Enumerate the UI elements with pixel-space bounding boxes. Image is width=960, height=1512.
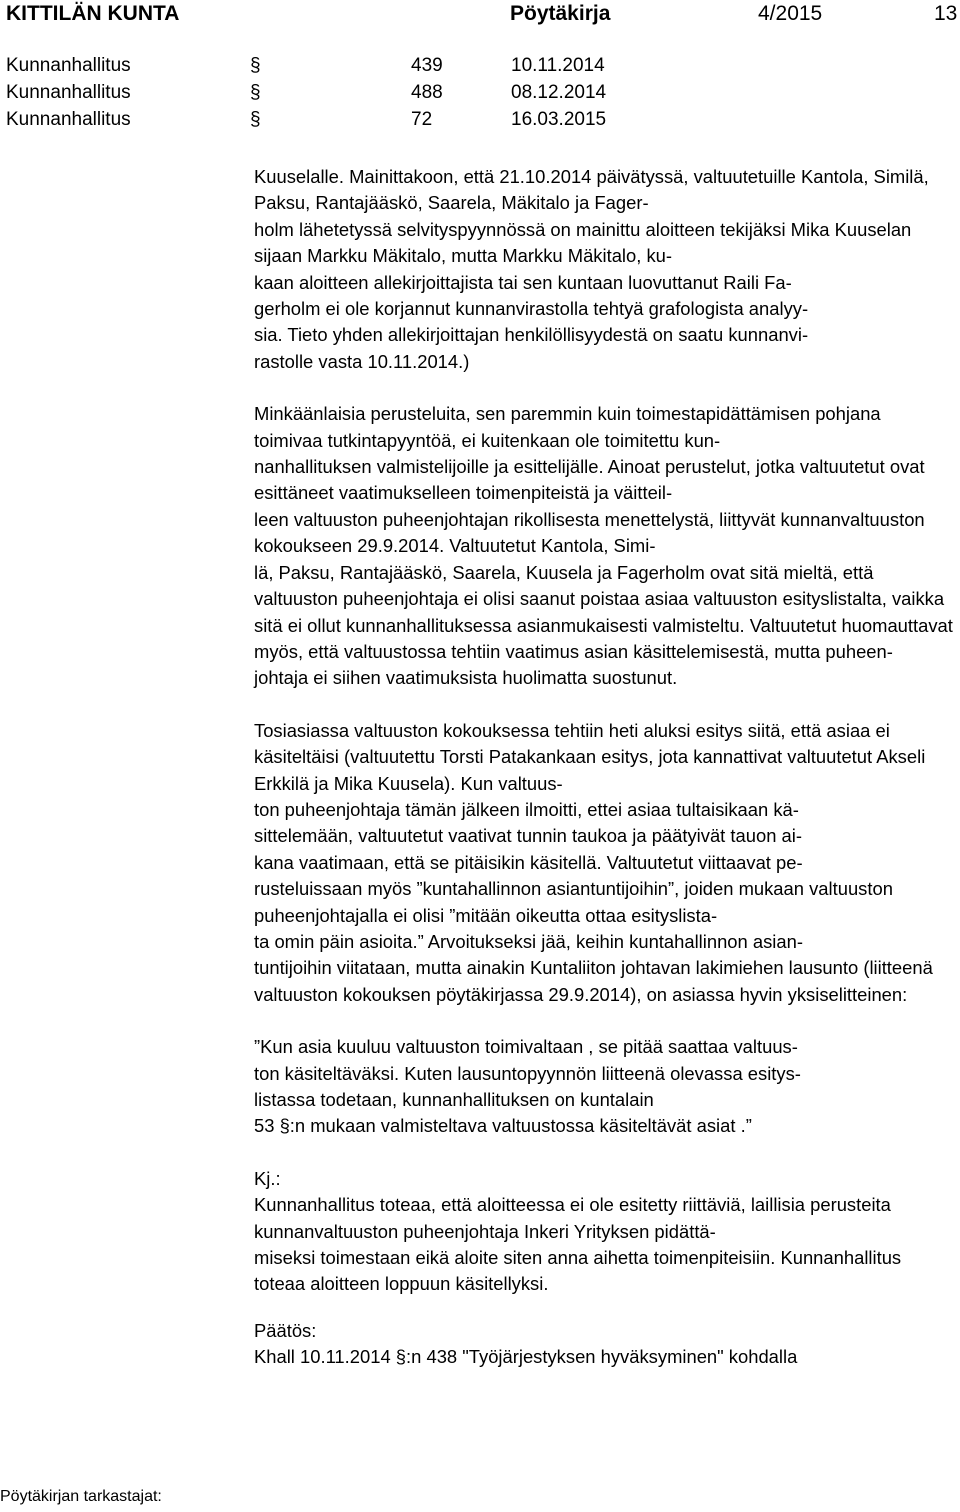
paragraph-kuusela-note: Kuuselalle. Mainittakoon, että 21.10.2014 päivätyssä, valtuutetuille Kantola, Similä, Paksu, Rantajääskö, Saarela, Mäkitalo ja Fager- holm lähetetyssä selvityspyynnössä on mainittu aloitteen tekijäksi Mika Kuuselan sijaan Markku Mäkitalo, mutta Markku Mäkitalo, ku- kaan aloitteen allekirjoittajista tai sen kuntaan luovuttanut Raili Fa- gerholm ei ole korjannut kunnanvirastolla tehtyä grafologista analyy- sia. Tieto yhden allekirjoittajan henkilöllisyydestä on saatu kunnanvi- rastolle vasta 10.11.2014.) [254,166,929,372]
reference-number: 488 [411,82,443,103]
reference-body: Kunnanhallitus [6,82,131,103]
reference-body: Kunnanhallitus [6,109,131,130]
organization-name: KITTILÄN KUNTA [6,2,180,25]
section-sign: § [250,82,261,103]
reference-number: 72 [411,109,433,130]
section-sign: § [250,55,261,76]
document-body [254,164,954,1397]
paragraph-proposal: Kj.: Kunnanhallitus toteaa, että aloitteessa ei ole esitetty riittäviä, laillisia perusteita kunnanvaltuuston puheenjohtaja Inkeri Yrityksen pidättä- miseksi toimestaan eikä aloite siten anna aihetta toimenpiteisiin. Kunnanhallitus toteaa aloitteen loppuun käsitellyksi. [254,1167,902,1295]
section-sign: § [250,109,261,130]
reference-date: 08.12.2014 [511,82,607,103]
paragraph-justifications: Minkäänlaisia perusteluita, sen paremmin kuin toimestapidättämisen pohjana toimivaa tutkintapyyntöä, ei kuitenkaan ole toimitettu kun- nanhallituksen valmistelijoille ja esittelijälle. Ainoat perustelut, jotka valtuutetut ovat esittäneet vaatimukselleen toimenpiteistä ja väitteil- leen valtuuston puheenjohtajan rikollisesta menettelystä, liittyvät kunnanvaltuuston kokoukseen 29.9.2014. Valtuutetut Kantola, Simi- lä, Paksu, Rantajääskö, Saarela, Kuusela ja Fagerholm ovat sitä mieltä, että valtuuston puheenjohtaja ei olisi saanut poistaa asiaa valtuuston esityslistalta, vaikka sitä ei ollut kunnanhallituksessa asianmukaisesti valmisteltu. Valtuutetut huomauttavat myös, että valtuustossa tehtiin vaatimus asian käsittelemisestä, mutta puheen- johtaja ei siihen vaatimuksista huolimatta suostunut. [254,403,953,689]
reference-date: 16.03.2015 [511,109,607,130]
paragraph-quotation: ”Kun asia kuuluu valtuuston toimivaltaan , se pitää saattaa valtuus- ton käsiteltäväksi. Kuten lausuntopyynnön liitteenä olevassa esitys- listassa todetaan, kunnanhallituksen on kuntalain 53 §:n mukaan valmisteltava valtuustossa käsiteltävät asiat .” [254,1036,801,1137]
document-type: Pöytäkirja [510,2,611,25]
document-number: 4/2015 [758,2,823,25]
page-number: 13 [934,2,958,25]
reference-number: 439 [411,55,443,76]
reference-date: 10.11.2014 [511,55,605,76]
signature-label: Pöytäkirjan tarkastajat: [0,1488,162,1505]
reference-body: Kunnanhallitus [6,55,131,76]
paragraph-council-meeting: Tosiasiassa valtuuston kokouksessa tehtiin heti aluksi esitys siitä, että asiaa ei käsiteltäisi (valtuutettu Torsti Patakankaan esitys, jota kannattivat valtuutetut Akseli Erkkilä ja Mika Kuusela). Kun valtuus- ton puheenjohtaja tämän jälkeen ilmoitti, ettei asiaa tultaisikaan kä- sittelemään, valtuutetut vaativat tunnin taukoa ja päätyivät tauon ai- kana vaatimaan, että se pitäisikin käsitellä. Valtuutetut viittaavat pe- rusteluissaan myös ”kuntahallinnon asiantuntijoihin”, joiden mukaan valtuuston puheenjohtajalla ei olisi ”mitään oikeutta ottaa esityslista- ta omin päin asioita.” Arvoitukseksi jää, keihin kuntahallinnon asian- tuntijoihin viitataan, mutta ainakin Kuntaliiton johtavan lakimiehen lausunto (liitteenä valtuuston kokouksen pöytäkirjassa 29.9.2014), on asiassa hyvin yksiselitteinen: [254,719,933,1005]
paragraph-decision: Päätös: Khall 10.11.2014 §:n 438 "Työjärjestyksen hyväksyminen" kohdalla [254,1319,798,1368]
